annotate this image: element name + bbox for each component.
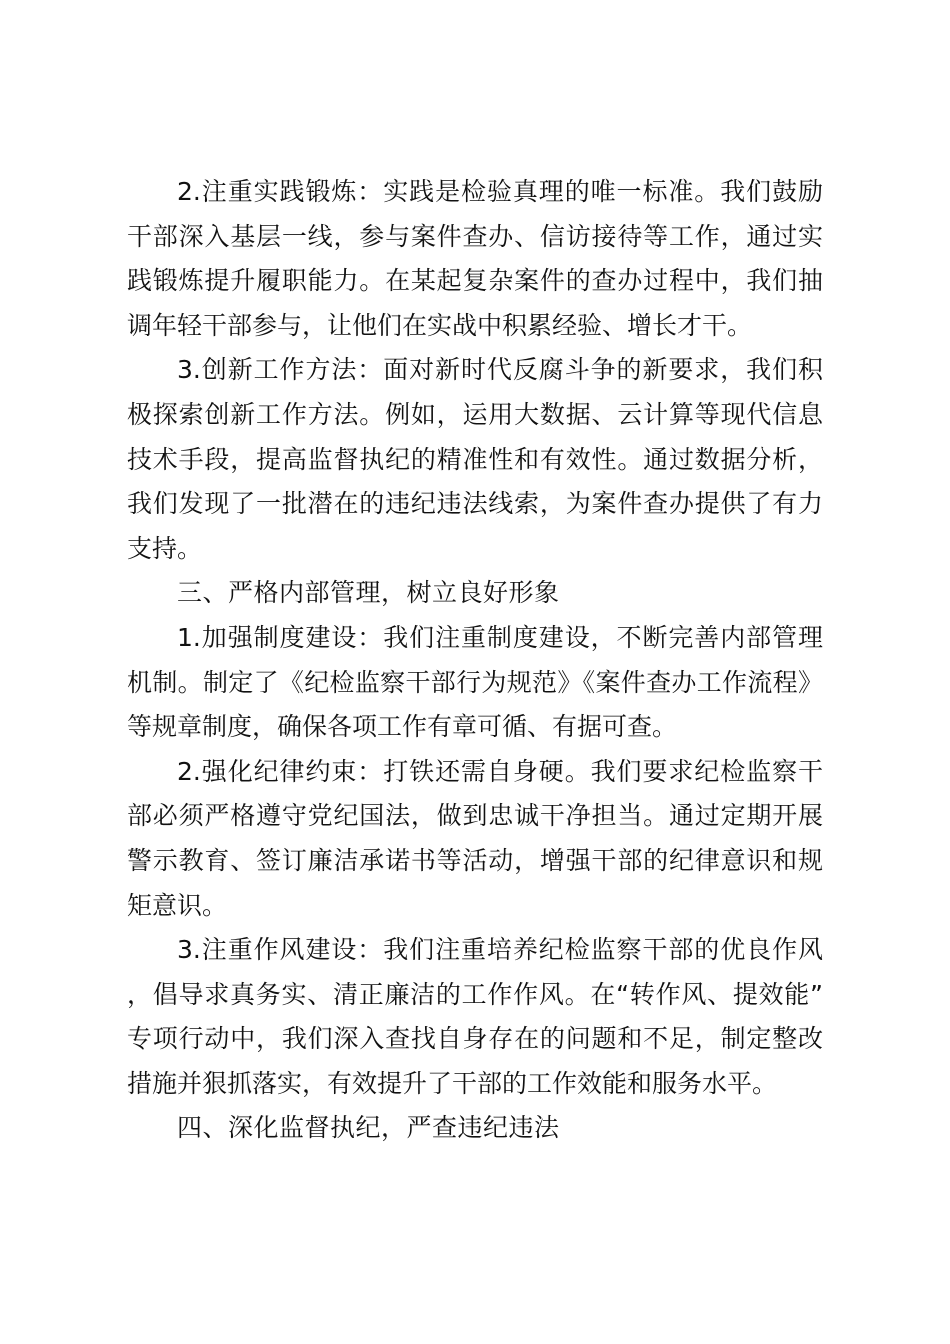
- paragraph-work-style: 3.注重作风建设：我们注重培养纪检监察干部的优良作风，倡导求真务实、清正廉洁的工作作风。在“转作风、提效能”专项行动中，我们深入查找自身存在的问题和不足，制定整改措施并狠抓落实，有效提升了干部的工作效能和服务水平。: [127, 935, 823, 1098]
- paragraph-system-building: 1.加强制度建设：我们注重制度建设，不断完善内部管理机制。制定了《纪检监察干部行为规范》《案件查办工作流程》等规章制度，确保各项工作有章可循、有据可查。: [127, 622, 823, 742]
- paragraph-discipline-constraint: 2.强化纪律约束：打铁还需自身硬。我们要求纪检监察干部必须严格遵守党纪国法，做到忠诚干净担当。通过定期开展警示教育、签订廉洁承诺书等活动，增强干部的纪律意识和规矩意识。: [127, 756, 823, 920]
- paragraph-innovate-methods: 3.创新工作方法：面对新时代反腐斗争的新要求，我们积极探索创新工作方法。例如，运用大数据、云计算等现代信息技术手段，提高监督执纪的精准性和有效性。通过数据分析，我们发现了一批潜在的违纪违法线索，为案件查办提供了有力支持。: [127, 355, 823, 563]
- document-body: [127, 170, 823, 1151]
- section-heading-internal-management: 三、严格内部管理，树立良好形象: [177, 578, 560, 608]
- section-heading-supervision: 四、深化监督执纪，严查违纪违法: [177, 1113, 560, 1143]
- paragraph-practice-training: 2.注重实践锻炼：实践是检验真理的唯一标准。我们鼓励干部深入基层一线，参与案件查办、信访接待等工作，通过实践锻炼提升履职能力。在某起复杂案件的查办过程中，我们抽调年轻干部参与，让他们在实战中积累经验、增长才干。: [127, 177, 823, 340]
